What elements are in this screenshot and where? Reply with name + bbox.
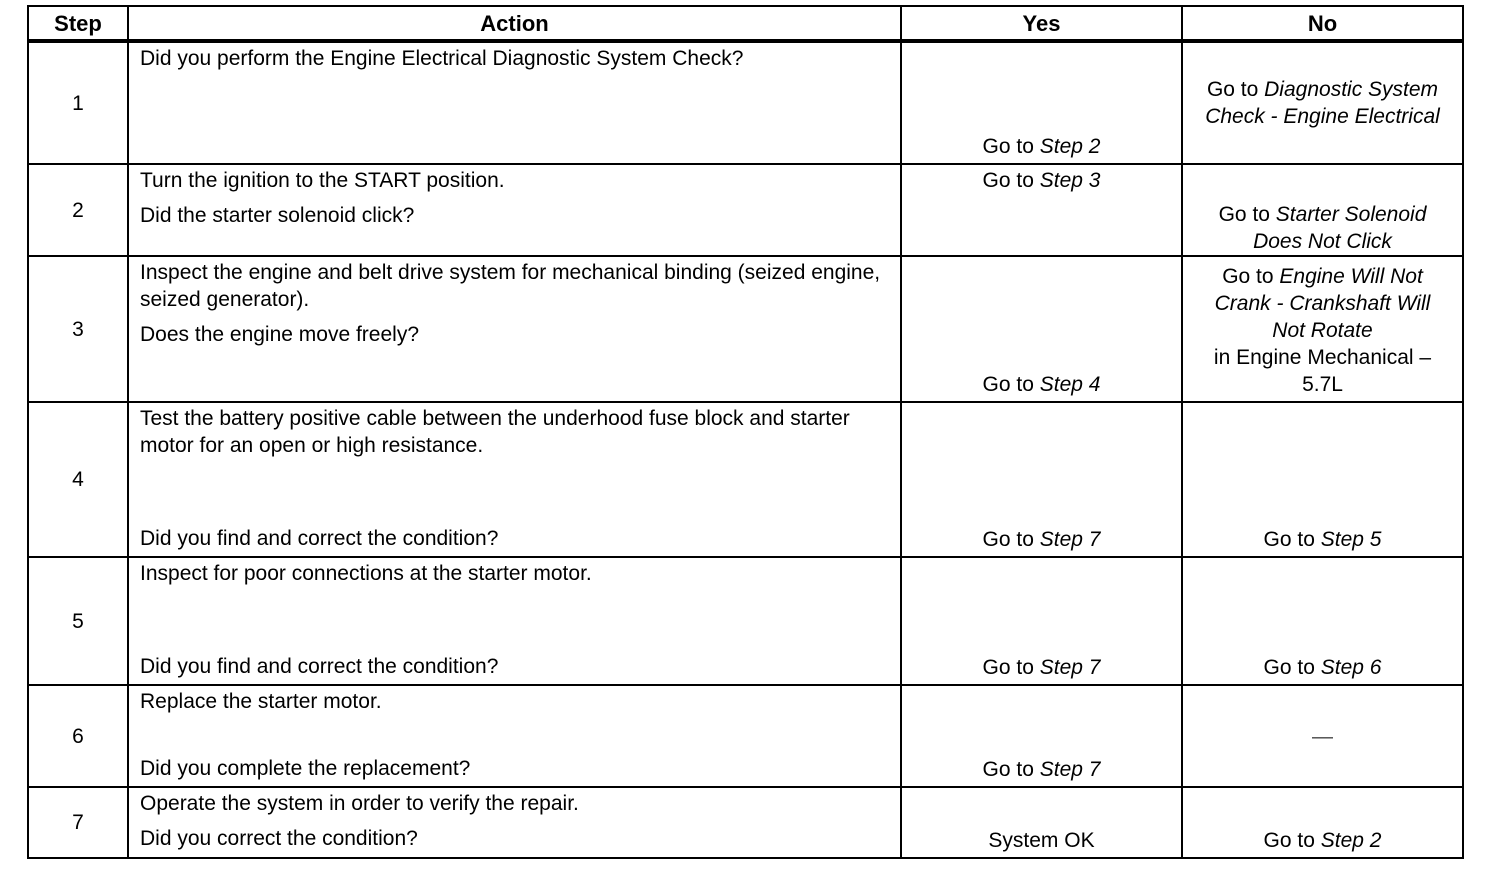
no-cell (1182, 164, 1463, 256)
step-number: 2 (28, 164, 128, 256)
table-row (28, 41, 1463, 164)
yes-prefix: Go to (982, 373, 1040, 396)
action-question: Did you find and correct the condition? (140, 527, 499, 550)
action-cell (128, 787, 901, 858)
no-prefix: Go to (1222, 265, 1280, 288)
no-prefix: Go to (1218, 203, 1276, 226)
action-text: Did you perform the Engine Electrical Diagnostic System Check? (140, 47, 744, 70)
no-link[interactable]: Step 5 (1320, 528, 1382, 551)
no-cell (1182, 787, 1463, 858)
no-link[interactable]: Diagnostic System Check - Engine Electrical (1205, 78, 1440, 128)
yes-link[interactable]: Step 7 (1039, 758, 1101, 781)
step-number: 3 (28, 256, 128, 402)
action-question: Does the engine move freely? (140, 323, 419, 346)
yes-cell (901, 41, 1182, 164)
action-question: Did you complete the replacement? (140, 757, 471, 780)
no-link[interactable]: Starter Solenoid Does Not Click (1253, 203, 1427, 253)
step-number: 1 (28, 41, 128, 164)
action-cell (128, 41, 901, 164)
action-cell (128, 402, 901, 557)
action-cell (128, 557, 901, 685)
yes-cell (901, 164, 1182, 256)
yes-cell (901, 256, 1182, 402)
action-cell (128, 164, 901, 256)
yes-cell (901, 787, 1182, 858)
action-text: Test the battery positive cable between the underhood fuse block and starter motor for an open or high resistance. (140, 407, 850, 457)
action-text: Turn the ignition to the START position. (140, 169, 505, 192)
yes-cell (901, 685, 1182, 787)
no-cell (1182, 685, 1463, 787)
yes-prefix: Go to (982, 135, 1040, 158)
yes-prefix: Go to (982, 169, 1040, 192)
no-prefix: Go to (1263, 656, 1321, 679)
action-question: Did the starter solenoid click? (140, 204, 415, 227)
table-row (28, 164, 1463, 256)
no-link[interactable]: Engine Will Not Crank - Crankshaft Will Not Rotate (1214, 265, 1431, 342)
yes-cell (901, 402, 1182, 557)
header-step: Step (28, 6, 128, 41)
header-no: No (1182, 6, 1463, 41)
yes-text: System OK (988, 829, 1095, 852)
header-row (28, 6, 1463, 41)
no-prefix: Go to (1263, 528, 1321, 551)
action-cell (128, 685, 901, 787)
no-suffix: in Engine Mechanical – 5.7L (1213, 346, 1432, 396)
action-question: Did you find and correct the condition? (140, 655, 499, 678)
header-yes: Yes (901, 6, 1182, 41)
yes-prefix: Go to (982, 758, 1040, 781)
table-row (28, 402, 1463, 557)
yes-link[interactable]: Step 4 (1039, 373, 1101, 396)
no-dash: — (1312, 724, 1333, 748)
no-prefix: Go to (1263, 829, 1321, 852)
action-text: Inspect the engine and belt drive system for mechanical binding (seized engine, seized generator). (140, 261, 881, 311)
table-row (28, 685, 1463, 787)
action-text: Replace the starter motor. (140, 690, 382, 713)
no-cell (1182, 256, 1463, 402)
no-cell (1182, 402, 1463, 557)
no-link[interactable]: Step 6 (1320, 656, 1382, 679)
action-question: Did you correct the condition? (140, 827, 418, 850)
yes-link[interactable]: Step 7 (1039, 528, 1101, 551)
yes-link[interactable]: Step 2 (1039, 135, 1101, 158)
step-number: 7 (28, 787, 128, 858)
header-action: Action (128, 6, 901, 41)
step-number: 4 (28, 402, 128, 557)
yes-prefix: Go to (982, 528, 1040, 551)
yes-link[interactable]: Step 7 (1039, 656, 1101, 679)
step-number: 6 (28, 685, 128, 787)
diagnostic-table (27, 5, 1464, 859)
table-row (28, 256, 1463, 402)
yes-prefix: Go to (982, 656, 1040, 679)
table-row (28, 787, 1463, 858)
step-number: 5 (28, 557, 128, 685)
table-row (28, 557, 1463, 685)
yes-link[interactable]: Step 3 (1039, 169, 1101, 192)
action-cell (128, 256, 901, 402)
no-cell (1182, 41, 1463, 164)
no-link[interactable]: Step 2 (1320, 829, 1382, 852)
no-cell (1182, 557, 1463, 685)
action-text: Operate the system in order to verify the repair. (140, 792, 579, 815)
action-text: Inspect for poor connections at the starter motor. (140, 562, 592, 585)
yes-cell (901, 557, 1182, 685)
no-prefix: Go to (1206, 78, 1265, 101)
